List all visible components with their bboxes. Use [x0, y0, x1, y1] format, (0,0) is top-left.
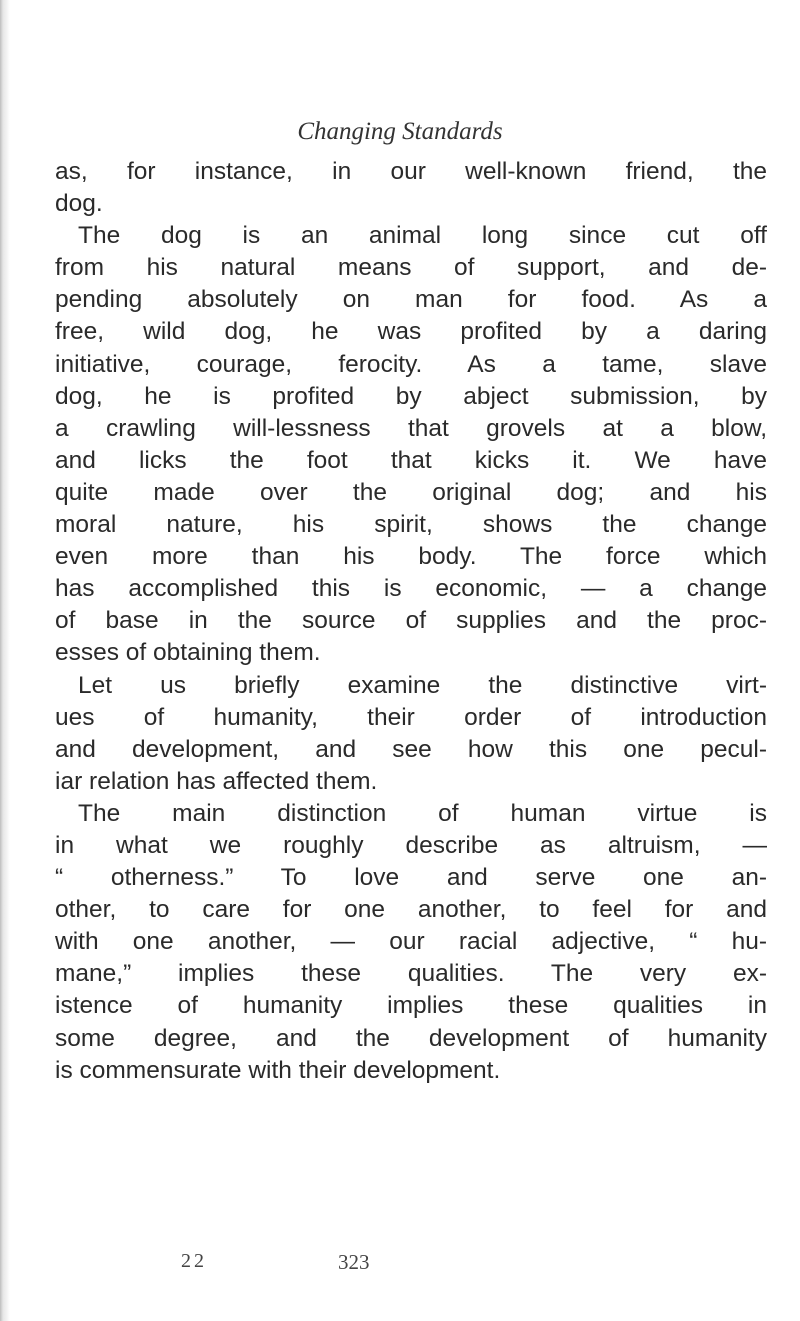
text-line: initiative, courage, ferocity. As a tame, slave — [55, 350, 767, 378]
text-line: from his natural means of support, and de- — [55, 254, 767, 282]
text-line: of base in the source of supplies and the proc- — [55, 607, 767, 635]
text-line: even more than his body. The force which — [55, 543, 767, 571]
text-line: has accomplished this is economic, — a change — [55, 575, 767, 603]
text-line: The dog is an animal long since cut off — [78, 222, 767, 250]
text-line: mane,” implies these qualities. The very ex- — [55, 960, 767, 988]
text-line: esses of obtaining them. — [55, 639, 321, 667]
text-line: free, wild dog, he was profited by a daring — [55, 318, 767, 346]
text-line: The main distinction of human virtue is — [78, 799, 767, 827]
text-line: some degree, and the development of humanity — [55, 1024, 767, 1052]
text-line: moral nature, his spirit, shows the change — [55, 511, 767, 539]
text-line: quite made over the original dog; and his — [55, 478, 767, 506]
text-line: is commensurate with their development. — [55, 1056, 501, 1084]
text-line: a crawling will-lessness that grovels at a blow, — [55, 414, 767, 442]
text-line: and development, and see how this one pecul- — [55, 735, 767, 763]
page-gutter-shadow — [0, 0, 12, 1321]
text-line: and licks the foot that kicks it. We have — [55, 446, 767, 474]
text-line: dog. — [55, 190, 103, 218]
page-number: 323 — [338, 1250, 370, 1274]
text-line: as, for instance, in our well-known friend, the — [55, 158, 767, 185]
text-line: “ otherness.” To love and serve one an- — [55, 864, 767, 892]
body-text — [55, 156, 767, 1087]
page-footer — [0, 1250, 800, 1280]
text-line: with one another, — our racial adjective, “ hu- — [55, 928, 767, 956]
text-line: istence of humanity implies these qualities in — [55, 992, 767, 1020]
text-line: Let us briefly examine the distinctive virt- — [78, 671, 767, 699]
text-line: in what we roughly describe as altruism, — — [55, 831, 767, 859]
text-line: ues of humanity, their order of introduction — [55, 703, 767, 731]
text-line: iar relation has affected them. — [55, 767, 378, 795]
text-line: other, to care for one another, to feel for and — [55, 896, 767, 924]
text-line: pending absolutely on man for food. As a — [55, 286, 767, 314]
running-header: Changing Standards — [297, 118, 503, 145]
text-line: dog, he is profited by abject submission, by — [55, 382, 767, 410]
signature-mark: 22 — [181, 1250, 207, 1272]
